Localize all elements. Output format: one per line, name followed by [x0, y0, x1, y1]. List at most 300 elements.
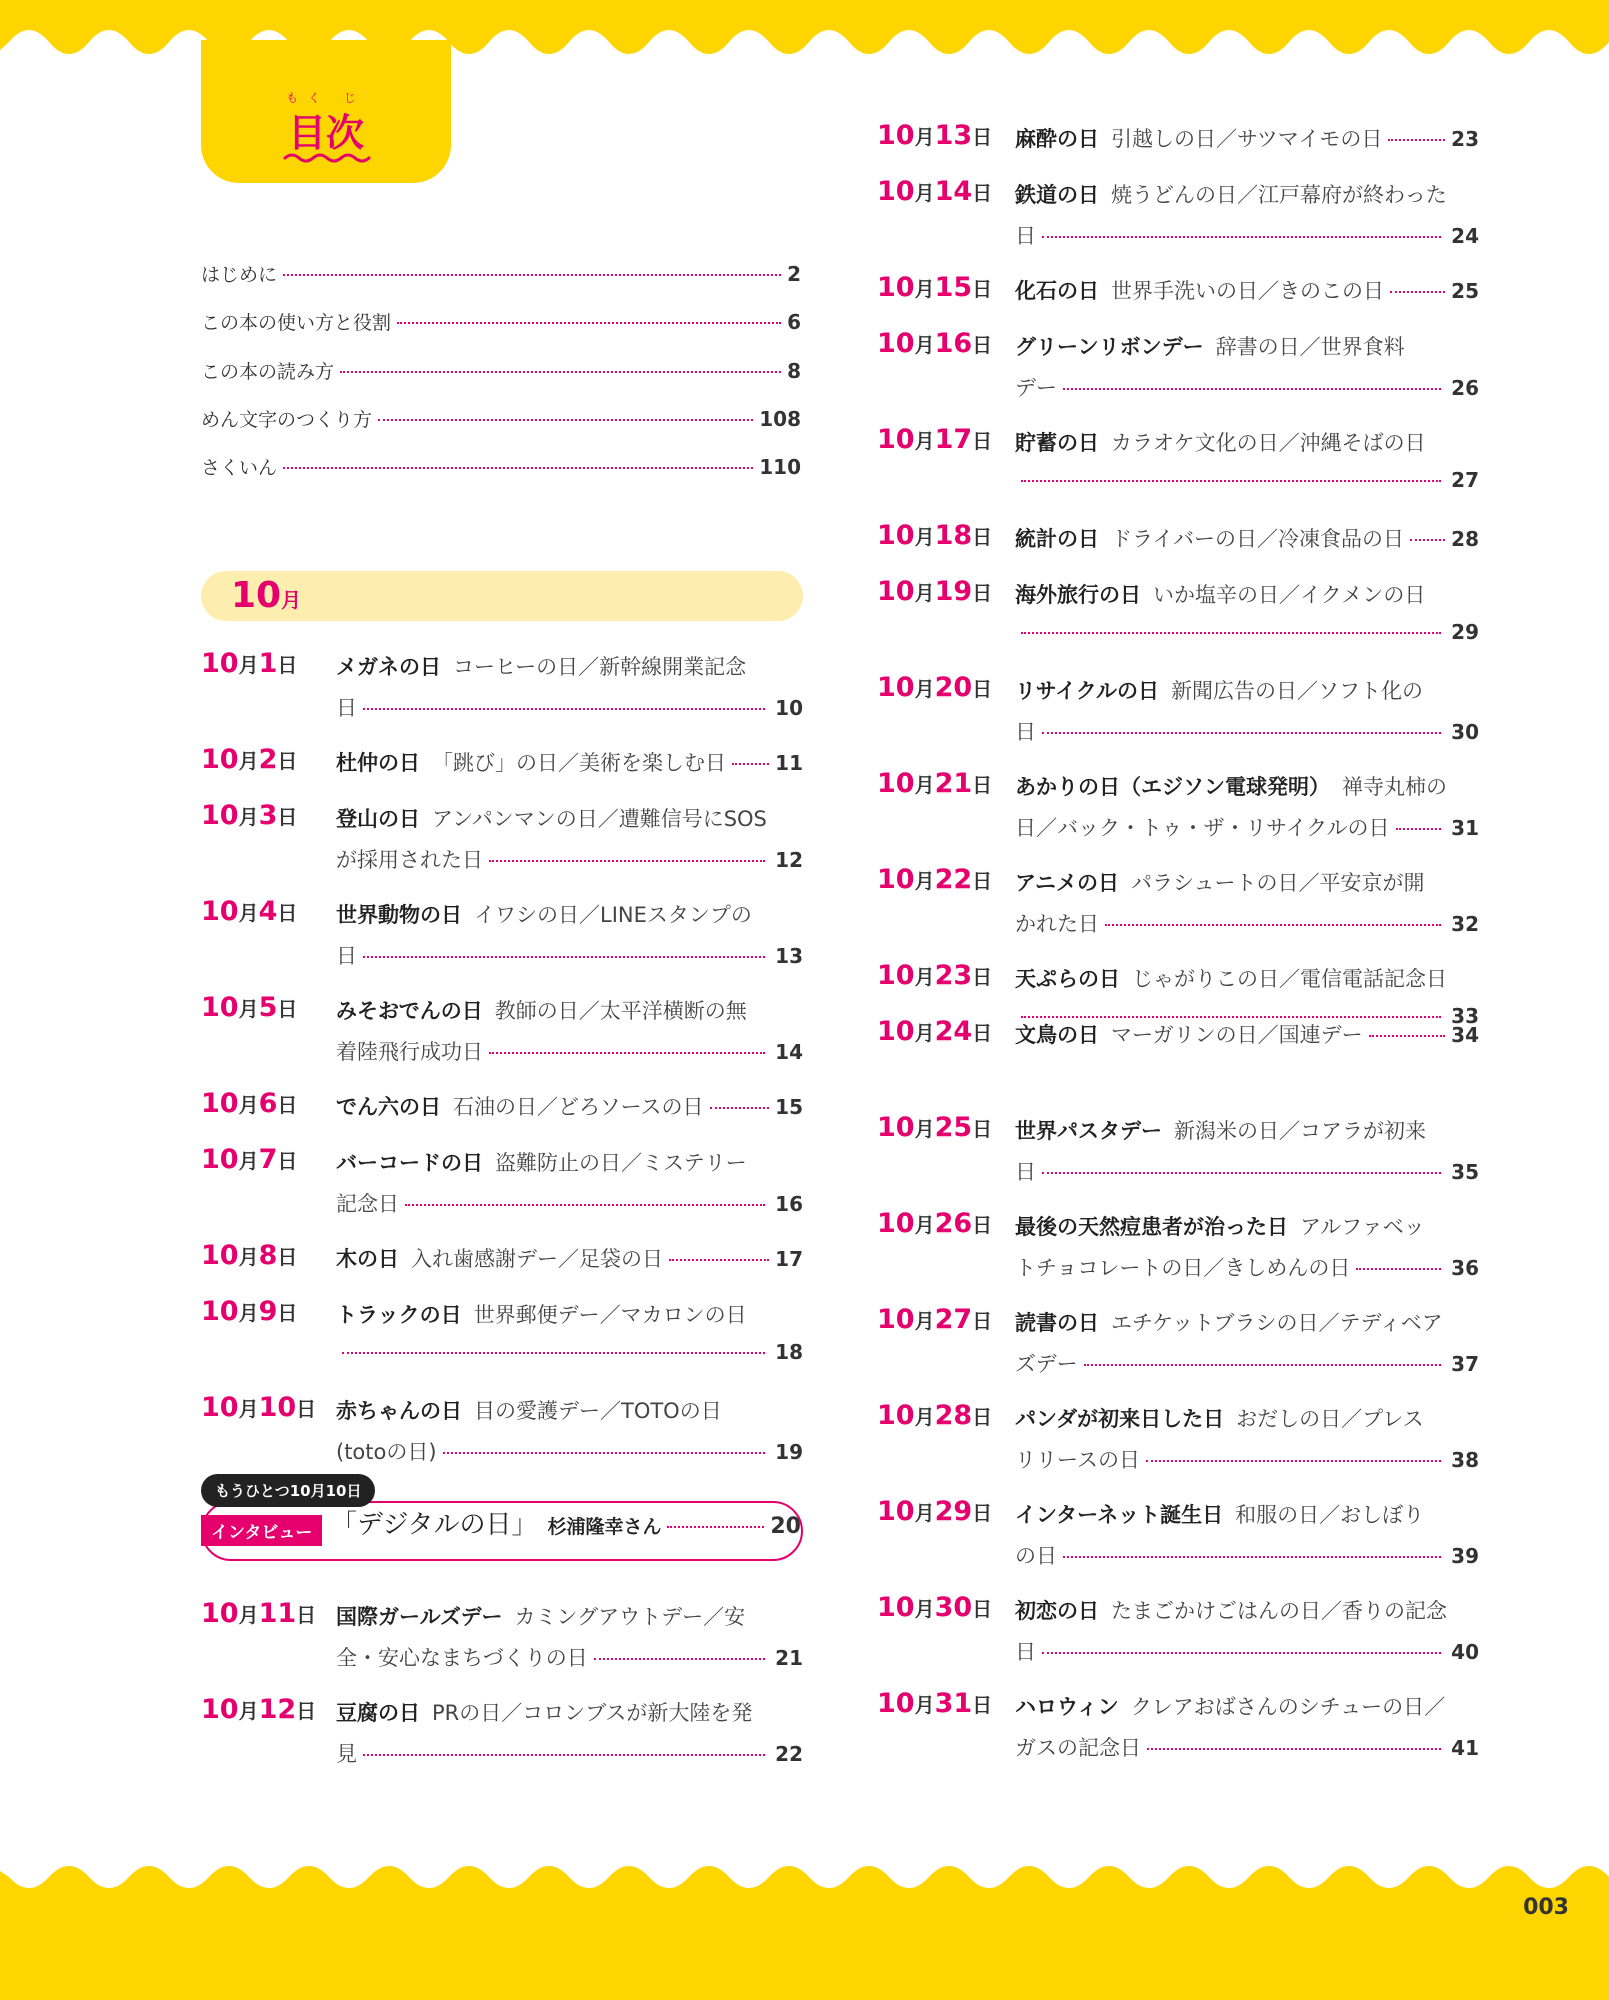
entry-month-unit: 月: [238, 1397, 259, 1421]
entry-title: ハロウィン: [1015, 1695, 1119, 1719]
leader-dots: [1063, 388, 1441, 390]
entry-day: 12: [258, 1694, 297, 1725]
entry-month-number: 10: [201, 1598, 239, 1629]
entry-page: 30: [1451, 720, 1479, 744]
entry-month-number: 10: [201, 1240, 239, 1271]
entry-continuation: (totoの日): [336, 1440, 437, 1464]
entry-month-number: 10: [877, 1304, 915, 1335]
entry-continuation: トチョコレートの日／きしめんの日: [1015, 1256, 1351, 1280]
entry-date: [877, 520, 992, 551]
entry-month-number: 10: [877, 1592, 915, 1623]
entry-day: 19: [934, 576, 973, 607]
entry-page: 12: [775, 848, 803, 872]
toc-entry[interactable]: [877, 768, 1479, 858]
entry-month-unit: 月: [238, 901, 259, 925]
entry-day: 14: [934, 176, 973, 207]
entry-day-unit: 日: [972, 1693, 993, 1717]
entry-month-unit: 月: [238, 1301, 259, 1325]
entry-line-2: [1015, 1732, 1479, 1762]
toc-entry[interactable]: [201, 800, 803, 890]
entry-day-unit: 日: [277, 1149, 298, 1173]
entry-title: アニメの日: [1015, 871, 1119, 895]
entry-day-unit: 日: [972, 965, 993, 989]
entry-line-1: [1015, 123, 1479, 153]
entry-date: [201, 896, 297, 927]
entry-date: [201, 1144, 297, 1175]
toc-entry[interactable]: [877, 1592, 1479, 1682]
entry-subtitle: エチケットブラシの日／テディベア: [1111, 1311, 1443, 1335]
entry-title: 貯蓄の日: [1015, 431, 1099, 455]
entry-page: 21: [775, 1646, 803, 1670]
toc-entry[interactable]: [201, 896, 803, 986]
intro-label: めん文字のつくり方: [201, 409, 373, 431]
entry-date: [201, 1598, 316, 1629]
leader-dots: [732, 763, 769, 765]
entry-continuation: 日／バック・トゥ・ザ・リサイクルの日: [1015, 816, 1390, 840]
intro-item[interactable]: [201, 453, 801, 485]
entry-day: 30: [934, 1592, 973, 1623]
entry-subtitle: いか塩辛の日／イクメンの日: [1153, 583, 1426, 607]
entry-continuation: 全・安心なまちづくりの日: [336, 1646, 588, 1670]
leader-dots: [1042, 1172, 1441, 1174]
entry-line-1: [336, 651, 746, 681]
entry-page: 11: [775, 751, 803, 775]
entry-day: 29: [934, 1496, 973, 1527]
entry-line-1: [1015, 179, 1447, 209]
leader-dots: [1021, 480, 1441, 482]
entry-month-unit: 月: [914, 1501, 935, 1525]
entry-subtitle: コーヒーの日／新幹線開業記念: [453, 655, 747, 679]
entry-subtitle: カミングアウトデー／安: [514, 1605, 746, 1629]
entry-subtitle: イワシの日／LINEスタンプの: [474, 903, 752, 927]
entry-line-1: [1015, 1403, 1424, 1433]
entry-continuation: 着陸飛行成功日: [336, 1040, 483, 1064]
entry-day-unit: 日: [972, 429, 993, 453]
entry-page: 38: [1451, 1448, 1479, 1472]
leader-dots: [489, 1052, 765, 1054]
entry-title: 豆腐の日: [336, 1701, 420, 1725]
feature-line: [331, 1504, 801, 1541]
entry-line-2: [336, 844, 803, 874]
feature-title: 「デジタルの日」: [331, 1510, 538, 1540]
entry-month-number: 10: [877, 1208, 915, 1239]
entry-line-1: [1015, 963, 1447, 993]
entry-line-1: [1015, 1691, 1445, 1721]
leader-dots: [443, 1452, 766, 1454]
entry-subtitle: 禅寺丸柿の: [1342, 775, 1447, 799]
intro-label: この本の読み方: [201, 361, 335, 383]
entry-month-number: 10: [877, 768, 915, 799]
entry-subtitle: 世界郵便デー／マカロンの日: [473, 1303, 747, 1327]
toc-entry[interactable]: [877, 672, 1479, 762]
entry-month-unit: 月: [238, 749, 259, 773]
entry-line-2: [336, 692, 803, 722]
entry-line-1: [1015, 1019, 1479, 1049]
entry-month-number: 10: [201, 744, 239, 775]
entry-line-1: [336, 1243, 803, 1273]
entry-date: [877, 864, 992, 895]
entry-date: [877, 176, 992, 207]
entry-month-unit: 月: [914, 581, 935, 605]
entry-line-1: [336, 899, 752, 929]
entry-line-2: [1015, 1348, 1479, 1378]
entry-day: 21: [934, 768, 973, 799]
entry-day: 31: [934, 1688, 973, 1719]
entry-day-unit: 日: [972, 581, 993, 605]
entry-month-unit: 月: [914, 333, 935, 357]
entry-day: 5: [258, 992, 278, 1023]
toc-entry[interactable]: [877, 1400, 1479, 1490]
entry-day-unit: 日: [972, 181, 993, 205]
leader-dots: [405, 1204, 765, 1206]
leader-dots: [1356, 1268, 1441, 1270]
entry-subtitle: 目の愛護デー／TOTOの日: [474, 1399, 722, 1423]
intro-item[interactable]: [201, 357, 801, 389]
entry-month-number: 10: [201, 1144, 239, 1175]
entry-day-unit: 日: [972, 525, 993, 549]
entry-subtitle: 世界手洗いの日／きのこの日: [1111, 279, 1384, 303]
entry-subtitle: 石油の日／どろソースの日: [453, 1095, 704, 1119]
entry-line-2: [336, 1436, 803, 1466]
entry-continuation: の日: [1015, 1544, 1057, 1568]
entry-subtitle: カラオケ文化の日／沖縄そばの日: [1111, 431, 1426, 455]
entry-line-2: [336, 1188, 803, 1218]
entry-month-number: 10: [877, 328, 915, 359]
entry-month-number: 10: [877, 576, 915, 607]
entry-day: 28: [934, 1400, 973, 1431]
entry-month-number: 10: [877, 176, 915, 207]
entry-line-1: [336, 995, 747, 1025]
entry-page: 29: [1451, 620, 1479, 644]
entry-line-2: [1015, 908, 1479, 938]
intro-item[interactable]: [201, 308, 801, 340]
leader-dots: [1388, 139, 1445, 141]
entry-date: [201, 800, 297, 831]
leader-dots: [1146, 1460, 1441, 1462]
entry-continuation: 日: [1015, 720, 1036, 744]
entry-line-1: [336, 747, 803, 777]
entry-day: 10: [258, 1392, 297, 1423]
entry-title: 赤ちゃんの日: [336, 1399, 462, 1423]
entry-page: 40: [1451, 1640, 1479, 1664]
entry-day-unit: 日: [277, 749, 298, 773]
entry-day-unit: 日: [972, 333, 993, 357]
entry-subtitle: 「跳び」の日／美術を楽しむ日: [432, 751, 726, 775]
leader-dots: [1021, 632, 1441, 634]
entry-page: 23: [1451, 127, 1479, 151]
entry-page: 28: [1451, 527, 1479, 551]
toc-entry[interactable]: [877, 576, 1479, 666]
entry-day-unit: 日: [972, 1309, 993, 1333]
entry-line-1: [336, 1395, 722, 1425]
leader-dots: [1042, 236, 1441, 238]
leader-dots: [1147, 1748, 1441, 1750]
entry-subtitle: おだしの日／プレス: [1236, 1407, 1424, 1431]
entry-date: [877, 768, 992, 799]
entry-day-unit: 日: [972, 869, 993, 893]
entry-day-unit: 日: [296, 1397, 317, 1421]
entry-page: 33: [1451, 1004, 1479, 1028]
entry-title: 最後の天然痘患者が治った日: [1015, 1215, 1288, 1239]
entry-day-unit: 日: [277, 997, 298, 1021]
entry-month-number: 10: [877, 960, 915, 991]
entry-line-1: [1015, 331, 1405, 361]
entry-title: みそおでんの日: [336, 999, 483, 1023]
entry-line-1: [336, 1601, 745, 1631]
toc-entry[interactable]: [877, 1304, 1479, 1394]
toc-entry[interactable]: [877, 1016, 1479, 1106]
leader-dots: [1369, 1035, 1446, 1037]
month-label: [231, 575, 301, 616]
entry-line-2: [1015, 1156, 1479, 1186]
leader-dots: [363, 1754, 765, 1756]
entry-day: 6: [258, 1088, 278, 1119]
entry-date: [877, 1592, 992, 1623]
entry-date: [877, 328, 992, 359]
entry-month-unit: 月: [914, 429, 935, 453]
entry-line-1: [1015, 1595, 1447, 1625]
entry-title: 海外旅行の日: [1015, 583, 1141, 607]
entry-title: 国際ガールズデー: [336, 1605, 503, 1629]
entry-page: 27: [1451, 468, 1479, 492]
entry-page: 17: [775, 1247, 803, 1271]
entry-page: 14: [775, 1040, 803, 1064]
entry-title: 化石の日: [1015, 279, 1099, 303]
entry-title: インターネット誕生日: [1015, 1503, 1224, 1527]
entry-day: 11: [258, 1598, 297, 1629]
intro-label: この本の使い方と役割: [201, 312, 392, 334]
entry-subtitle: アンパンマンの日／遭難信号にSOS: [432, 807, 767, 831]
entry-continuation: 見: [336, 1742, 357, 1766]
intro-page: 6: [787, 310, 801, 334]
entry-title: 統計の日: [1015, 527, 1099, 551]
toc-entry[interactable]: [877, 864, 1479, 954]
toc-entry[interactable]: [877, 1688, 1479, 1778]
entry-day-unit: 日: [972, 125, 993, 149]
entry-line-1: [1015, 867, 1425, 897]
entry-month-number: 10: [877, 1688, 915, 1719]
intro-item[interactable]: [201, 405, 801, 437]
entry-line-1: [336, 1147, 747, 1177]
entry-month-unit: 月: [914, 773, 935, 797]
entry-date: [877, 1208, 992, 1239]
toc-entry[interactable]: [201, 992, 803, 1082]
entry-date: [877, 272, 992, 303]
entry-month-number: 10: [201, 1296, 239, 1327]
entry-line-2: [1015, 1252, 1479, 1282]
toc-entry[interactable]: [201, 1144, 803, 1234]
toc-entry[interactable]: [877, 1112, 1479, 1202]
entry-title: グリーンリボンデー: [1015, 335, 1204, 359]
entry-subtitle: じゃがりこの日／電信電話記念日: [1132, 967, 1447, 991]
entry-month-unit: 月: [914, 1309, 935, 1333]
entry-month-number: 10: [877, 1400, 915, 1431]
entry-day: 17: [934, 424, 973, 455]
entry-subtitle: 焼うどんの日／江戸幕府が終わった: [1111, 183, 1447, 207]
entry-page: 37: [1451, 1352, 1479, 1376]
entry-page: 18: [775, 1340, 803, 1364]
leader-dots: [1042, 732, 1441, 734]
entry-line-2: [1015, 468, 1479, 492]
entry-page: 35: [1451, 1160, 1479, 1184]
entry-line-1: [1015, 1211, 1425, 1241]
entry-page: 25: [1451, 279, 1479, 303]
entry-page: 24: [1451, 224, 1479, 248]
leader-dots: [1390, 291, 1445, 293]
entry-title: あかりの日（エジソン電球発明）: [1015, 775, 1330, 799]
feature-tag: もうひとつ10月10日: [201, 1474, 375, 1507]
entry-title: 木の日: [336, 1247, 399, 1271]
entry-line-1: [1015, 523, 1479, 553]
entry-day-unit: 日: [972, 277, 993, 301]
entry-subtitle: 引越しの日／サツマイモの日: [1111, 127, 1383, 151]
entry-day: 25: [934, 1112, 973, 1143]
toc-entry[interactable]: [201, 1296, 803, 1386]
entry-page: 36: [1451, 1256, 1479, 1280]
entry-day: 26: [934, 1208, 973, 1239]
entry-month-unit: 月: [914, 1405, 935, 1429]
entry-month-unit: 月: [238, 997, 259, 1021]
leader-dots: [594, 1658, 765, 1660]
entry-continuation: が採用された日: [336, 848, 483, 872]
entry-day-unit: 日: [277, 653, 298, 677]
entry-title: 登山の日: [336, 807, 420, 831]
entry-date: [201, 744, 297, 775]
entry-month-number: 10: [877, 1496, 915, 1527]
entry-line-2: [336, 1340, 803, 1364]
toc-entry[interactable]: [201, 1694, 803, 1784]
entry-day: 4: [258, 896, 278, 927]
entry-month-number: 10: [201, 1088, 239, 1119]
intro-page: 110: [759, 455, 801, 479]
entry-date: [201, 648, 297, 679]
bottom-wave-border: [0, 1855, 1609, 2000]
month-header: [201, 571, 803, 621]
toc-entry[interactable]: [877, 328, 1479, 418]
entry-day: 1: [258, 648, 278, 679]
leader-dots: [1396, 828, 1442, 830]
entry-date: [877, 1112, 992, 1143]
entry-day-unit: 日: [972, 1405, 993, 1429]
toc-title-ruby: もく じ: [286, 91, 366, 105]
entry-day: 13: [934, 120, 973, 151]
entry-page: 39: [1451, 1544, 1479, 1568]
entry-page: 15: [775, 1095, 803, 1119]
entry-date: [877, 1304, 992, 1335]
intro-page: 108: [759, 407, 801, 431]
entry-title: 鉄道の日: [1015, 183, 1099, 207]
toc-entry[interactable]: [877, 424, 1479, 514]
entry-day-unit: 日: [277, 805, 298, 829]
entry-month-unit: 月: [914, 1693, 935, 1717]
entry-page: 19: [775, 1440, 803, 1464]
entry-day: 24: [934, 1016, 973, 1047]
feature-page: 20: [770, 1514, 801, 1539]
entry-continuation: ガスの記念日: [1015, 1736, 1141, 1760]
entry-line-2: [1015, 1540, 1479, 1570]
entry-continuation: かれた日: [1015, 912, 1099, 936]
entry-date: [201, 1296, 297, 1327]
entry-page: 32: [1451, 912, 1479, 936]
entry-month-number: 10: [201, 800, 239, 831]
entry-title: でん六の日: [336, 1095, 441, 1119]
entry-day: 9: [258, 1296, 278, 1327]
toc-entry[interactable]: [201, 1392, 803, 1482]
entry-line-1: [1015, 771, 1447, 801]
entry-title: トラックの日: [336, 1303, 462, 1327]
entry-month-unit: 月: [238, 1245, 259, 1269]
entry-month-unit: 月: [914, 1213, 935, 1237]
entry-title: 文鳥の日: [1015, 1023, 1099, 1047]
entry-line-2: [1015, 372, 1479, 402]
leader-dots: [1410, 539, 1445, 541]
entry-month-number: 10: [201, 1694, 239, 1725]
entry-month-number: 10: [877, 1112, 915, 1143]
toc-entry[interactable]: [201, 1598, 803, 1688]
intro-item[interactable]: [201, 260, 801, 292]
entry-title: 天ぷらの日: [1015, 967, 1120, 991]
toc-entry[interactable]: [201, 648, 803, 738]
entry-subtitle: パラシュートの日／平安京が開: [1130, 871, 1425, 895]
entry-month-number: 10: [201, 992, 239, 1023]
intro-label: はじめに: [201, 264, 278, 286]
entry-month-unit: 月: [914, 965, 935, 989]
entry-title: パンダが初来日した日: [1015, 1407, 1225, 1431]
entry-page: 13: [775, 944, 803, 968]
entry-month-number: 10: [201, 896, 239, 927]
entry-page: 31: [1451, 816, 1479, 840]
entry-date: [201, 1392, 316, 1423]
leader-dots: [340, 371, 781, 373]
entry-day: 23: [934, 960, 973, 991]
leader-dots: [1042, 1652, 1441, 1654]
entry-continuation: 日: [336, 944, 357, 968]
entry-line-1: [1015, 579, 1425, 609]
feature-person: 杉浦隆幸さん: [547, 1516, 662, 1538]
toc-entry[interactable]: [877, 176, 1479, 266]
entry-page: 26: [1451, 376, 1479, 400]
entry-subtitle: アルファベッ: [1300, 1215, 1425, 1239]
entry-subtitle: ドライバーの日／冷凍食品の日: [1111, 527, 1404, 551]
leader-dots: [669, 1259, 769, 1261]
entry-continuation: 日: [1015, 1160, 1036, 1184]
toc-entry[interactable]: [877, 1208, 1479, 1298]
toc-entry[interactable]: [877, 1496, 1479, 1586]
entry-day-unit: 日: [972, 1501, 993, 1525]
entry-day-unit: 日: [972, 1597, 993, 1621]
toc-title-tab: [201, 40, 451, 183]
leader-dots: [1063, 1556, 1441, 1558]
entry-day: 18: [934, 520, 973, 551]
entry-page: 22: [775, 1742, 803, 1766]
entry-day: 27: [934, 1304, 973, 1335]
entry-month-number: 10: [877, 864, 915, 895]
entry-month-number: 10: [877, 672, 915, 703]
entry-day: 20: [934, 672, 973, 703]
entry-day-unit: 日: [972, 773, 993, 797]
entry-subtitle: 辞書の日／世界食料: [1215, 335, 1405, 359]
entry-title: 世界動物の日: [336, 903, 462, 927]
entry-line-2: [336, 1738, 803, 1768]
leader-dots: [667, 1526, 764, 1528]
leader-dots: [283, 467, 753, 469]
leader-dots: [1084, 1364, 1442, 1366]
entry-day-unit: 日: [277, 1245, 298, 1269]
entry-month-unit: 月: [238, 1603, 259, 1627]
entry-title: 麻酔の日: [1015, 127, 1099, 151]
entry-page: 34: [1451, 1023, 1479, 1047]
entry-date: [877, 120, 992, 151]
